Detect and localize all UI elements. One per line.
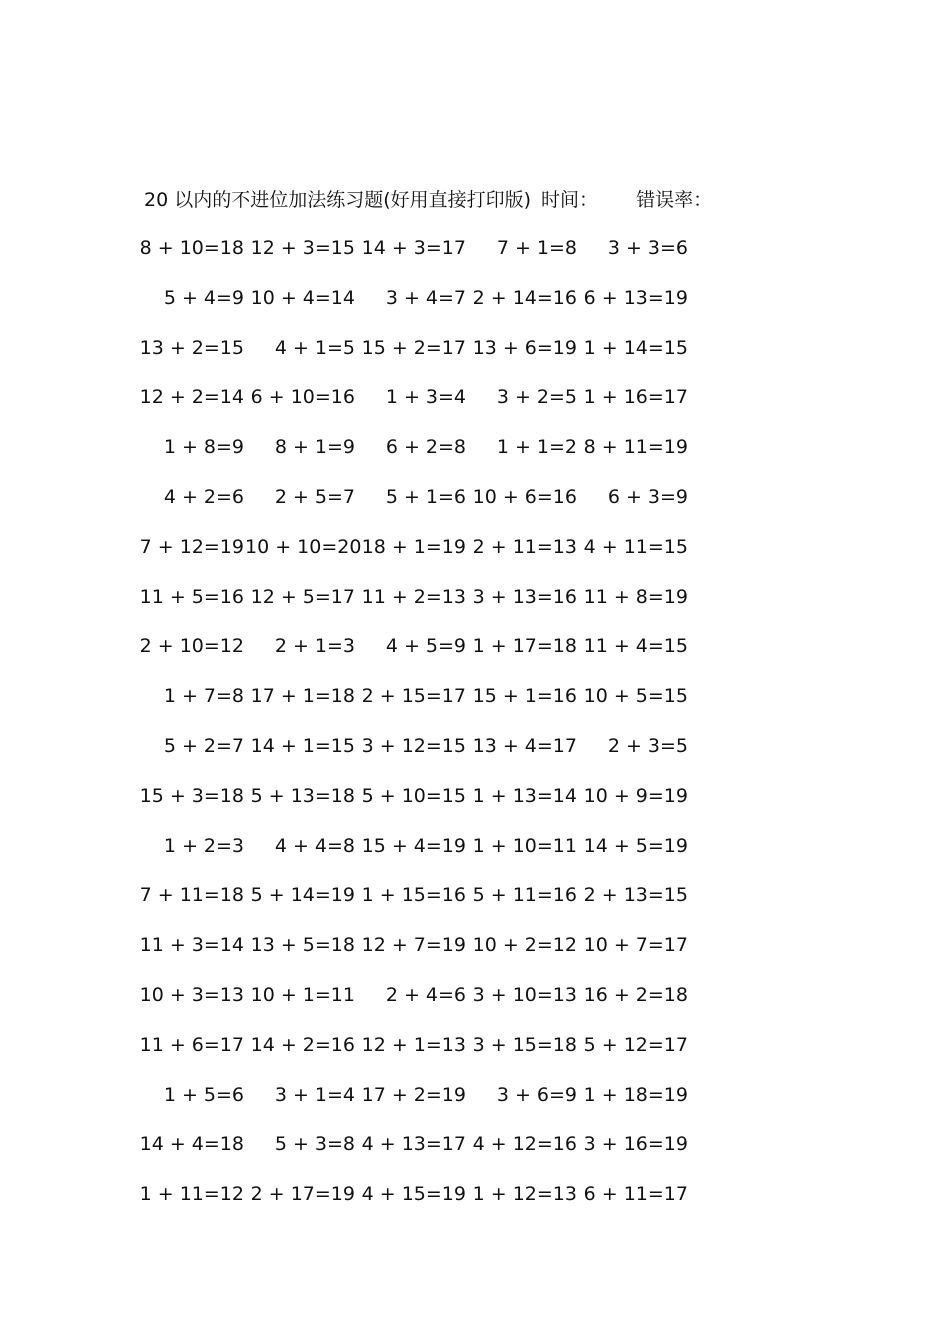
problem: 5 + 11=16 — [472, 884, 577, 907]
problem-row — [0, 482, 950, 532]
problem: 8 + 10=18 — [139, 237, 244, 259]
problem: 5 + 3=8 — [274, 1133, 355, 1156]
problem: 11 + 4=15 — [583, 635, 688, 658]
problem: 12 + 7=19 — [361, 934, 466, 957]
problem: 2 + 5=7 — [274, 485, 355, 508]
problem-row — [0, 333, 950, 383]
problem: 3 + 13=16 — [472, 585, 577, 608]
problem-row — [0, 233, 950, 283]
problem: 4 + 11=15 — [583, 535, 688, 558]
problem: 4 + 15=19 — [361, 1183, 466, 1206]
problem: 11 + 2=13 — [361, 585, 466, 608]
problem: 1 + 16=17 — [583, 386, 688, 409]
problem: 2 + 14=16 — [472, 286, 577, 309]
problem: 14 + 3=17 — [361, 237, 466, 259]
problem: 4 + 12=16 — [472, 1133, 577, 1156]
problem: 14 + 1=15 — [250, 734, 355, 757]
problem: 10 + 9=19 — [583, 784, 688, 807]
problem: 4 + 4=8 — [274, 834, 355, 857]
problem: 10 + 3=13 — [139, 983, 244, 1006]
worksheet-title: 20 以内的不进位加法练习题(好用直接打印版) — [144, 189, 532, 211]
problem: 14 + 4=18 — [139, 1133, 244, 1156]
problem: 10 + 1=11 — [250, 983, 355, 1006]
problem: 4 + 5=9 — [385, 635, 466, 658]
problem: 1 + 15=16 — [361, 884, 466, 907]
problem: 5 + 2=7 — [163, 734, 244, 757]
problem: 11 + 8=19 — [583, 585, 688, 608]
problem: 1 + 17=18 — [472, 635, 577, 658]
problem-row — [0, 1129, 950, 1179]
problem: 3 + 1=4 — [274, 1083, 355, 1106]
problem: 10 + 7=17 — [583, 934, 688, 957]
problem: 3 + 15=18 — [472, 1033, 577, 1056]
problem: 11 + 5=16 — [139, 585, 244, 608]
problem: 18 + 1=19 — [361, 535, 466, 558]
problem: 6 + 3=9 — [607, 485, 688, 508]
problem: 2 + 10=12 — [139, 635, 244, 658]
problem: 3 + 12=15 — [361, 734, 466, 757]
problem-row — [0, 880, 950, 930]
problem: 7 + 12=19 — [139, 535, 244, 558]
problem: 6 + 2=8 — [385, 436, 466, 459]
problem-row — [0, 930, 950, 980]
problem: 5 + 1=6 — [385, 485, 466, 508]
problem: 12 + 2=14 — [139, 386, 244, 409]
problem-row — [0, 781, 950, 831]
problem: 13 + 4=17 — [472, 734, 577, 757]
problem-row — [0, 1080, 950, 1130]
problem: 1 + 14=15 — [583, 336, 688, 359]
problem: 15 + 1=16 — [472, 685, 577, 708]
problem-row — [0, 731, 950, 781]
problem: 10 + 10=20 — [245, 535, 362, 558]
problem: 3 + 3=6 — [607, 237, 688, 259]
problem: 12 + 1=13 — [361, 1033, 466, 1056]
problem: 13 + 6=19 — [472, 336, 577, 359]
problem: 17 + 1=18 — [250, 685, 355, 708]
problem: 5 + 4=9 — [163, 286, 244, 309]
problem-row — [0, 831, 950, 881]
problem: 8 + 1=9 — [274, 436, 355, 459]
problem: 1 + 8=9 — [163, 436, 244, 459]
problem: 3 + 10=13 — [472, 983, 577, 1006]
problem: 5 + 14=19 — [250, 884, 355, 907]
problem: 15 + 4=19 — [361, 834, 466, 857]
problem: 13 + 5=18 — [250, 934, 355, 957]
problem: 2 + 1=3 — [274, 635, 355, 658]
problem: 4 + 13=17 — [361, 1133, 466, 1156]
problem: 10 + 4=14 — [250, 286, 355, 309]
problem-row — [0, 631, 950, 681]
problem: 5 + 13=18 — [250, 784, 355, 807]
problem: 1 + 7=8 — [163, 685, 244, 708]
problem: 3 + 16=19 — [583, 1133, 688, 1156]
problem: 1 + 3=4 — [385, 386, 466, 409]
problem-row — [0, 382, 950, 432]
problem: 2 + 3=5 — [607, 734, 688, 757]
problem: 14 + 2=16 — [250, 1033, 355, 1056]
problem: 1 + 1=2 — [496, 436, 577, 459]
problem: 1 + 2=3 — [163, 834, 244, 857]
problem: 1 + 5=6 — [163, 1083, 244, 1106]
problem-row — [0, 681, 950, 731]
problem: 2 + 15=17 — [361, 685, 466, 708]
problem: 12 + 5=17 — [250, 585, 355, 608]
problem: 7 + 11=18 — [139, 884, 244, 907]
problem-row — [0, 1179, 950, 1229]
problem-row — [0, 283, 950, 333]
worksheet-header — [144, 186, 712, 214]
problem-row — [0, 1030, 950, 1080]
problem-row — [0, 980, 950, 1030]
problem: 6 + 10=16 — [250, 386, 355, 409]
problem: 1 + 13=14 — [472, 784, 577, 807]
problem-row — [0, 532, 950, 582]
problem: 3 + 2=5 — [496, 386, 577, 409]
problem: 1 + 10=11 — [472, 834, 577, 857]
problem: 14 + 5=19 — [583, 834, 688, 857]
problem: 8 + 11=19 — [583, 436, 688, 459]
problem: 16 + 2=18 — [583, 983, 688, 1006]
problem: 15 + 2=17 — [361, 336, 466, 359]
problem: 6 + 13=19 — [583, 286, 688, 309]
problem: 10 + 2=12 — [472, 934, 577, 957]
problem: 11 + 6=17 — [139, 1033, 244, 1056]
problem: 3 + 4=7 — [385, 286, 466, 309]
problem: 2 + 4=6 — [385, 983, 466, 1006]
problem: 12 + 3=15 — [250, 237, 355, 259]
problem: 1 + 11=12 — [139, 1183, 244, 1206]
problem: 5 + 10=15 — [361, 784, 466, 807]
problem: 6 + 11=17 — [583, 1183, 688, 1206]
problem-grid — [0, 233, 950, 1229]
problem: 5 + 12=17 — [583, 1033, 688, 1056]
problem: 1 + 18=19 — [583, 1083, 688, 1106]
problem: 11 + 3=14 — [139, 934, 244, 957]
problem: 2 + 17=19 — [250, 1183, 355, 1206]
problem: 2 + 13=15 — [583, 884, 688, 907]
time-label: 时间： — [541, 189, 599, 211]
problem: 4 + 1=5 — [274, 336, 355, 359]
error-rate-label: 错误率： — [636, 189, 713, 211]
problem: 15 + 3=18 — [139, 784, 244, 807]
problem: 13 + 2=15 — [139, 336, 244, 359]
problem: 2 + 11=13 — [472, 535, 577, 558]
problem-row — [0, 432, 950, 482]
problem: 3 + 6=9 — [496, 1083, 577, 1106]
problem: 4 + 2=6 — [163, 485, 244, 508]
problem: 17 + 2=19 — [361, 1083, 466, 1106]
problem: 10 + 6=16 — [472, 485, 577, 508]
problem: 10 + 5=15 — [583, 685, 688, 708]
problem-row — [0, 582, 950, 632]
problem: 7 + 1=8 — [496, 237, 577, 259]
problem: 1 + 12=13 — [472, 1183, 577, 1206]
